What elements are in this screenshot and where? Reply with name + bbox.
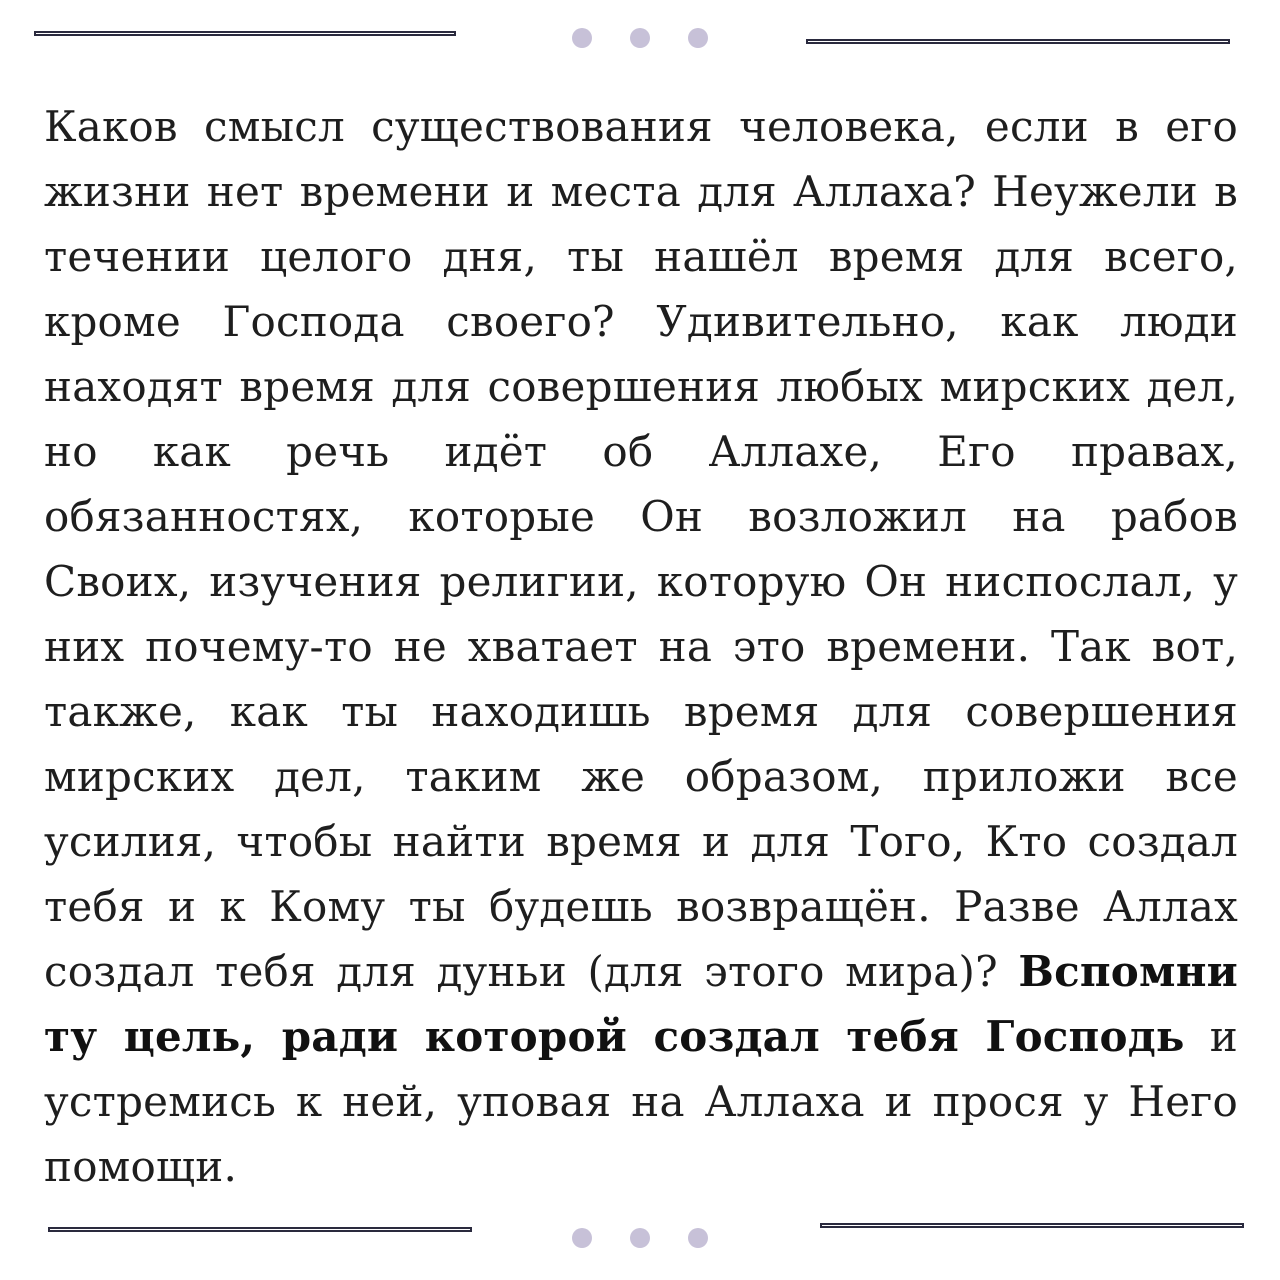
dot-icon bbox=[630, 1228, 650, 1248]
quote-part-2: и устремись к ней, уповая на Аллаха и прося у Него помощи. bbox=[44, 1012, 1239, 1191]
top-right-rule bbox=[806, 39, 1230, 44]
quote-text bbox=[44, 94, 1238, 1199]
dot-icon bbox=[572, 28, 592, 48]
bottom-dots-ornament bbox=[568, 1226, 718, 1250]
dot-icon bbox=[688, 1228, 708, 1248]
quote-emphasis: Вспомни ту цель, ради которой создал тебя Господь bbox=[44, 947, 1238, 1061]
top-dots-ornament bbox=[568, 26, 718, 50]
bottom-left-rule bbox=[48, 1227, 472, 1232]
dot-icon bbox=[688, 28, 708, 48]
dot-icon bbox=[630, 28, 650, 48]
quote-part-1: Каков смысл существования человека, если в его жизни нет времени и места для Аллаха? Неужели в течении целого дня, ты нашёл время для всего, кроме Господа своего? Удивительно, как люди находят время для совершения любых мирских дел, но как речь идёт об Аллахе, Его правах, обязанностях, которые Он возложил на рабов Своих, изучения религии, которую Он ниспослал, у них почему-то не хватает на это времени. Так вот, также, как ты находишь время для совершения мирских дел, таким же образом, приложи все усилия, чтобы найти время и для Того, Кто создал тебя и к Кому ты будешь возвращён. Разве Аллах создал тебя для дуньи (для этого мира)? bbox=[44, 102, 1238, 996]
bottom-right-rule bbox=[820, 1223, 1244, 1228]
top-left-rule bbox=[34, 31, 456, 36]
dot-icon bbox=[572, 1228, 592, 1248]
